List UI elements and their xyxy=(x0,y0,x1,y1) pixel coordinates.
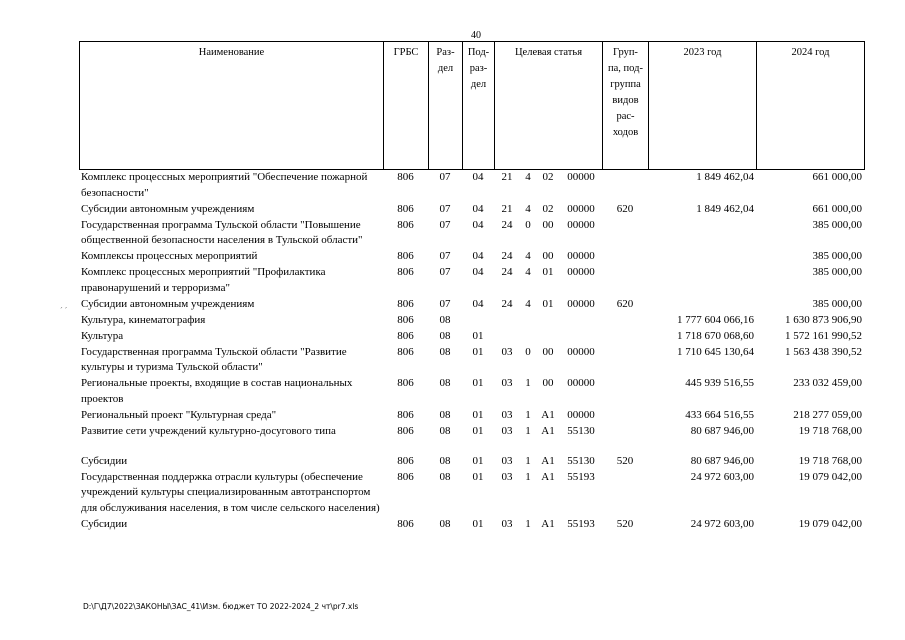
table-row xyxy=(79,218,864,250)
cell-rz: 07 xyxy=(439,250,451,262)
cell-v2023 xyxy=(648,297,756,313)
cell-grbs: 806 xyxy=(397,377,414,389)
cell-pr: 01 xyxy=(472,470,484,483)
cell-v2024: 385 000,00 xyxy=(812,218,862,231)
cell-v2023: 433 664 516,55 xyxy=(685,408,754,421)
cell-grbs: 806 xyxy=(397,313,414,326)
cell-cs3: 02 xyxy=(542,171,554,183)
cell-v2024: 385 000,00 xyxy=(812,250,862,262)
cell-cs1: 03 xyxy=(501,408,513,421)
cell-cs1: 24 xyxy=(501,297,513,310)
table-row xyxy=(79,408,864,424)
cell-cs1: 24 xyxy=(501,218,513,231)
table-row xyxy=(79,249,864,265)
cell-vr: 620 xyxy=(616,202,634,215)
cell-cs2: 1 xyxy=(525,408,531,421)
cell-vr xyxy=(602,424,648,440)
cell-vr xyxy=(602,265,648,297)
cell-vr: 520 xyxy=(616,454,634,467)
cell-rz: 08 xyxy=(439,377,451,389)
cell-name: Субсидии xyxy=(81,454,128,467)
cell-cs2 xyxy=(520,329,536,345)
cell-cs3: A1 xyxy=(541,408,555,421)
cell-cs1: 03 xyxy=(501,470,513,483)
table-row xyxy=(79,345,864,377)
table-row xyxy=(79,170,864,202)
table-header xyxy=(79,41,865,170)
cell-v2023: 1 710 645 130,64 xyxy=(677,345,754,358)
table-row xyxy=(79,329,864,345)
table-row xyxy=(79,424,864,440)
cell-cs1: 24 xyxy=(501,266,513,278)
cell-name: Субсидии автономным учреждениям xyxy=(81,202,255,215)
cell-v2024: 661 000,00 xyxy=(812,202,862,215)
cell-cs1: 21 xyxy=(501,202,513,215)
cell-cs1 xyxy=(494,313,520,329)
cell-cs3: 02 xyxy=(542,202,554,215)
cell-cs3: 01 xyxy=(542,297,554,310)
header-target-article: Целевая статья xyxy=(495,42,603,170)
cell-cs2: 4 xyxy=(525,171,531,183)
cell-v2024: 1 563 438 390,52 xyxy=(785,345,862,358)
cell-cs1 xyxy=(494,329,520,345)
budget-table xyxy=(79,170,864,533)
cell-rz: 08 xyxy=(439,329,451,342)
cell-rz: 08 xyxy=(439,345,451,358)
cell-vr xyxy=(602,313,648,329)
header-2023: 2023 год xyxy=(649,42,757,170)
cell-cs4: 55193 xyxy=(567,517,595,530)
cell-cs4: 00000 xyxy=(567,171,595,183)
cell-cs2: 4 xyxy=(525,266,531,278)
cell-cs4: 00000 xyxy=(567,266,595,278)
cell-grbs: 806 xyxy=(397,202,414,215)
cell-cs3 xyxy=(536,313,560,329)
cell-grbs: 806 xyxy=(397,218,414,231)
cell-vr xyxy=(602,408,648,424)
cell-grbs: 806 xyxy=(397,470,414,483)
cell-pr: 04 xyxy=(472,297,484,310)
header-razdel: Раз- дел xyxy=(429,42,463,170)
cell-grbs: 806 xyxy=(397,408,414,421)
page-number: 40 xyxy=(471,30,481,41)
cell-name: Комплексы процессных мероприятий xyxy=(81,250,258,262)
cell-pr: 04 xyxy=(472,202,484,215)
cell-v2023: 24 972 603,00 xyxy=(690,517,754,530)
cell-cs3: A1 xyxy=(541,517,555,530)
cell-v2023: 24 972 603,00 xyxy=(690,470,754,483)
cell-rz: 07 xyxy=(439,171,451,183)
cell-pr: 04 xyxy=(472,250,484,262)
cell-cs1: 21 xyxy=(501,171,513,183)
cell-v2024: 19 718 768,00 xyxy=(798,424,862,437)
cell-name: Государственная программа Тульской области "Развитие культуры и туризма Тульской области" xyxy=(81,345,347,373)
cell-grbs: 806 xyxy=(397,345,414,358)
cell-cs4: 00000 xyxy=(567,408,595,421)
cell-pr: 01 xyxy=(472,424,484,437)
cell-cs1: 03 xyxy=(501,454,513,467)
spacer-row xyxy=(79,440,864,454)
cell-cs2: 4 xyxy=(525,250,531,262)
cell-name: Комплекс процессных мероприятий "Обеспечение пожарной безопасности" xyxy=(81,171,368,199)
cell-cs3 xyxy=(536,329,560,345)
cell-rz: 08 xyxy=(439,470,451,483)
cell-cs3: 01 xyxy=(542,266,554,278)
cell-v2023: 1 849 462,04 xyxy=(696,171,754,183)
table-row xyxy=(79,470,864,517)
cell-cs2: 0 xyxy=(525,218,531,231)
cell-v2023: 80 687 946,00 xyxy=(690,454,754,467)
cell-cs4 xyxy=(560,329,602,345)
header-expense-group: Груп- па, под- группа видов рас- ходов xyxy=(603,42,649,170)
cell-cs3: 00 xyxy=(542,377,554,389)
cell-v2023 xyxy=(648,249,756,265)
cell-cs4 xyxy=(560,313,602,329)
cell-pr: 01 xyxy=(472,454,484,467)
cell-name: Региональные проекты, входящие в состав национальных проектов xyxy=(81,377,353,405)
cell-rz: 08 xyxy=(439,424,451,437)
table-row xyxy=(79,297,864,313)
margin-mark: ˊ ˊ xyxy=(60,306,68,315)
cell-cs4: 00000 xyxy=(567,218,595,231)
cell-cs2: 1 xyxy=(525,424,531,437)
cell-grbs: 806 xyxy=(397,424,414,437)
cell-grbs: 806 xyxy=(397,250,414,262)
table-row xyxy=(79,454,864,470)
cell-cs1: 24 xyxy=(501,250,513,262)
cell-cs2: 4 xyxy=(525,202,531,215)
cell-cs1: 03 xyxy=(501,377,513,389)
header-name: Наименование xyxy=(80,42,384,170)
cell-cs4: 00000 xyxy=(567,250,595,262)
cell-cs3: A1 xyxy=(541,454,555,467)
cell-cs3: A1 xyxy=(541,470,555,483)
cell-cs4: 55130 xyxy=(567,454,595,467)
cell-v2024: 1 630 873 906,90 xyxy=(785,313,862,326)
cell-cs1: 03 xyxy=(501,424,513,437)
cell-vr xyxy=(602,249,648,265)
cell-cs3: A1 xyxy=(541,424,555,437)
cell-rz: 08 xyxy=(439,313,451,326)
cell-pr: 01 xyxy=(472,345,484,358)
table-row xyxy=(79,313,864,329)
cell-pr: 04 xyxy=(472,171,484,183)
cell-v2024: 661 000,00 xyxy=(812,171,862,183)
cell-pr: 04 xyxy=(472,266,484,278)
cell-v2024: 385 000,00 xyxy=(812,266,862,278)
header-grbs: ГРБС xyxy=(384,42,429,170)
cell-name: Субсидии автономным учреждениям xyxy=(81,297,255,310)
cell-cs2: 1 xyxy=(525,517,531,530)
cell-vr xyxy=(602,329,648,345)
cell-grbs: 806 xyxy=(397,454,414,467)
cell-cs2: 1 xyxy=(525,470,531,483)
cell-cs4: 55193 xyxy=(567,470,595,483)
cell-cs3: 00 xyxy=(542,218,554,231)
cell-cs2: 4 xyxy=(525,297,531,310)
cell-v2023: 1 849 462,04 xyxy=(696,202,754,215)
cell-rz: 07 xyxy=(439,218,451,231)
cell-name: Комплекс процессных мероприятий "Профилактика правонарушений и терроризма" xyxy=(81,266,326,294)
cell-rz: 08 xyxy=(439,408,451,421)
cell-vr: 620 xyxy=(616,297,634,310)
cell-pr xyxy=(462,313,494,329)
cell-v2024: 233 032 459,00 xyxy=(793,377,862,389)
cell-cs4: 00000 xyxy=(567,202,595,215)
header-2024: 2024 год xyxy=(757,42,865,170)
cell-name: Региональный проект "Культурная среда" xyxy=(81,408,277,421)
cell-v2024: 218 277 059,00 xyxy=(793,408,862,421)
cell-grbs: 806 xyxy=(397,171,414,183)
cell-name: Культура xyxy=(81,329,124,342)
cell-pr: 01 xyxy=(472,329,484,342)
table-row xyxy=(79,202,864,218)
footer-file-path: D:\Г\Д7\2022\ЗАКОНЫ\ЗАС_41\Изм. бюджет ТО 2022-2024_2 чт\pr7.xls xyxy=(83,602,359,611)
cell-v2023: 445 939 516,55 xyxy=(685,377,754,389)
cell-rz: 08 xyxy=(439,454,451,467)
cell-v2024: 1 572 161 990,52 xyxy=(785,329,862,342)
cell-name: Развитие сети учреждений культурно-досугового типа xyxy=(81,424,336,437)
cell-rz: 07 xyxy=(439,297,451,310)
table-row xyxy=(79,517,864,533)
cell-cs2: 0 xyxy=(525,345,531,358)
cell-cs1: 03 xyxy=(501,345,513,358)
cell-vr xyxy=(602,376,648,408)
cell-v2023: 1 777 604 066,16 xyxy=(677,313,754,326)
cell-vr xyxy=(602,470,648,517)
cell-name: Культура, кинематография xyxy=(81,313,206,326)
cell-cs1: 03 xyxy=(501,517,513,530)
cell-cs4: 55130 xyxy=(567,424,595,437)
cell-pr: 01 xyxy=(472,377,484,389)
cell-grbs: 806 xyxy=(397,297,414,310)
header-podrazdel: Под- раз- дел xyxy=(463,42,495,170)
cell-cs4: 00000 xyxy=(567,377,595,389)
cell-pr: 01 xyxy=(472,408,484,421)
cell-v2023: 1 718 670 068,60 xyxy=(677,329,754,342)
cell-vr xyxy=(602,170,648,202)
cell-grbs: 806 xyxy=(397,517,414,530)
cell-cs4: 00000 xyxy=(567,297,595,310)
cell-name: Государственная поддержка отрасли культуры (обеспечение учреждений культуры специализированным автотранспортом для обслуживания населения, в том числе сельского населения) xyxy=(81,470,380,514)
cell-cs2: 1 xyxy=(525,377,531,389)
cell-vr: 520 xyxy=(616,517,634,530)
cell-v2024: 19 718 768,00 xyxy=(798,454,862,467)
table-row xyxy=(79,376,864,408)
cell-pr: 01 xyxy=(472,517,484,530)
cell-name: Субсидии xyxy=(81,517,128,530)
cell-pr: 04 xyxy=(472,218,484,231)
cell-rz: 07 xyxy=(439,202,451,215)
cell-cs3: 00 xyxy=(542,250,554,262)
cell-v2023 xyxy=(648,218,756,250)
cell-grbs: 806 xyxy=(397,329,414,342)
cell-v2023: 80 687 946,00 xyxy=(690,424,754,437)
cell-grbs: 806 xyxy=(397,266,414,278)
table-row xyxy=(79,265,864,297)
cell-vr xyxy=(602,218,648,250)
cell-cs2 xyxy=(520,313,536,329)
cell-rz: 08 xyxy=(439,517,451,530)
cell-vr xyxy=(602,345,648,377)
cell-cs3: 00 xyxy=(542,345,554,358)
cell-v2024: 385 000,00 xyxy=(812,297,862,310)
cell-v2024: 19 079 042,00 xyxy=(798,470,862,483)
cell-rz: 07 xyxy=(439,266,451,278)
cell-v2024: 19 079 042,00 xyxy=(798,517,862,530)
cell-cs2: 1 xyxy=(525,454,531,467)
cell-cs4: 00000 xyxy=(567,345,595,358)
cell-v2023 xyxy=(648,265,756,297)
cell-name: Государственная программа Тульской области "Повышение общественной безопасности населения в Тульской области" xyxy=(81,218,363,246)
